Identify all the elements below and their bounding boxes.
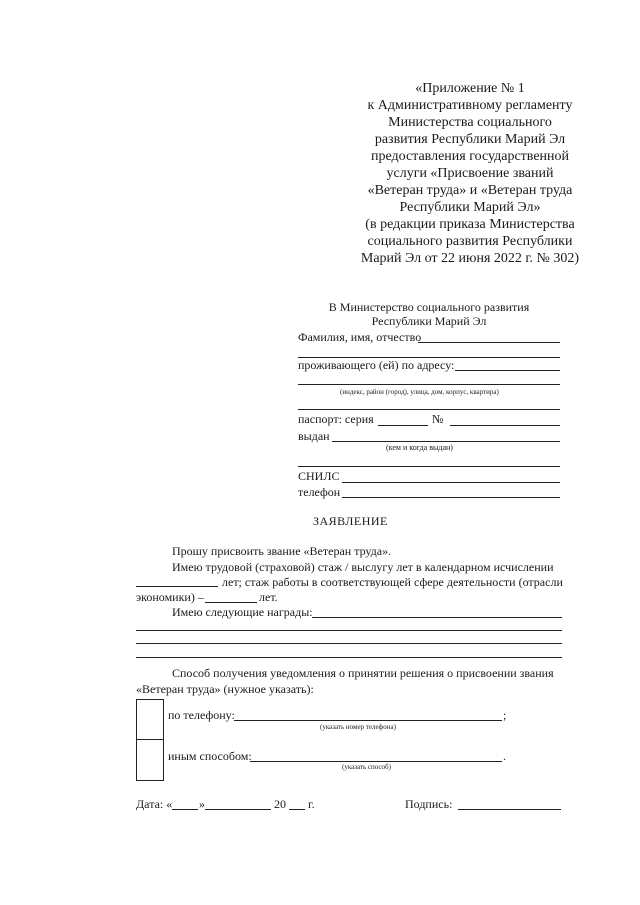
address-field-line3[interactable] [298, 409, 560, 410]
appendix-line: Республики Марий Эл» [399, 200, 541, 215]
date-year-prefix: 20 [274, 797, 286, 811]
issued-hint: (кем и когда выдан) [386, 443, 453, 452]
snils-field[interactable] [342, 482, 560, 483]
issued-field-line2[interactable] [298, 466, 560, 467]
phone-option-end: ; [503, 708, 507, 722]
awards-field-line4[interactable] [136, 657, 562, 658]
other-option-field[interactable] [250, 761, 502, 762]
other-option-hint: (указать способ) [342, 763, 391, 771]
experience-line2: лет; стаж работы в соответствующей сфере деятельности (отрасли [222, 575, 563, 589]
addressee-ministry: В Министерство социального развития [328, 300, 530, 314]
addressee-republic: Республики Марий Эл [371, 314, 487, 328]
experience-line1: Имею трудовой (страховой) стаж / выслугу лет в календарном исчислении [172, 560, 554, 574]
appendix-line: «Ветеран труда» и «Ветеран труда [367, 183, 573, 198]
appendix-line: к Административному регламенту [367, 98, 573, 113]
signature-label: Подпись: [405, 797, 453, 811]
passport-number-label: № [432, 412, 444, 426]
addressee-to [298, 300, 560, 328]
awards-label: Имею следующие награды: [172, 605, 313, 619]
awards-field-line3[interactable] [136, 643, 562, 644]
appendix-line: Министерства социального [388, 115, 552, 130]
awards-field-line2[interactable] [136, 630, 562, 631]
document-title: ЗАЯВЛЕНИЕ [313, 514, 388, 528]
other-option-end: . [503, 749, 506, 763]
date-day-field[interactable] [172, 809, 198, 810]
experience-line3-post: лет. [259, 590, 278, 604]
date-year-suffix: г. [308, 797, 315, 811]
notify-line2: «Ветеран труда» (нужное указать): [136, 682, 314, 696]
appendix-line: услуги «Присвоение званий [386, 166, 554, 181]
appendix-line: предоставления государственной [370, 149, 570, 164]
passport-series-field[interactable] [378, 425, 428, 426]
date-label: Дата: « [136, 797, 173, 811]
phone-option-checkbox[interactable] [136, 699, 164, 740]
date-month-field[interactable] [205, 809, 271, 810]
other-option-checkbox[interactable] [136, 739, 164, 781]
appendix-line: Марий Эл от 22 июня 2022 г. № 302) [360, 251, 580, 266]
appendix-line: развития Республики Марий Эл [374, 132, 566, 147]
appendix-line: социального развития Республики [367, 234, 573, 249]
snils-label: СНИЛС [298, 469, 340, 483]
appendix-line: «Приложение № 1 [415, 81, 525, 96]
phone-option-label: по телефону: [168, 708, 235, 722]
address-field-line2[interactable] [298, 384, 560, 385]
address-field[interactable] [455, 370, 560, 371]
experience-line3-pre: экономики) – [136, 590, 204, 604]
awards-field[interactable] [312, 617, 562, 618]
signature-field[interactable] [458, 809, 561, 810]
appendix-line: (в редакции приказа Министерства [365, 217, 575, 232]
fio-field[interactable] [418, 342, 560, 343]
fio-label: Фамилия, имя, отчество [298, 330, 422, 344]
issued-field[interactable] [332, 441, 560, 442]
request-paragraph: Прошу присвоить звание «Ветеран труда». [172, 544, 392, 558]
phone-field[interactable] [342, 497, 560, 498]
sector-years-field[interactable] [205, 602, 257, 603]
passport-number-field[interactable] [450, 425, 560, 426]
phone-option-field[interactable] [234, 720, 502, 721]
address-hint: (индекс, район (город), улица, дом, корпус, квартира) [340, 388, 499, 396]
date-quote-close: » [199, 797, 205, 811]
phone-option-hint: (указать номер телефона) [320, 723, 396, 731]
experience-years-field[interactable] [136, 586, 218, 587]
address-label: проживающего (ей) по адресу: [298, 358, 455, 372]
notify-line1: Способ получения уведомления о принятии решения о присвоении звания [172, 666, 554, 680]
appendix-header [340, 80, 600, 267]
other-option-label: иным способом: [168, 749, 252, 763]
phone-label: телефон [298, 485, 341, 499]
issued-label: выдан [298, 429, 330, 443]
date-year-field[interactable] [289, 809, 305, 810]
passport-series-label: паспорт: серия [298, 412, 374, 426]
